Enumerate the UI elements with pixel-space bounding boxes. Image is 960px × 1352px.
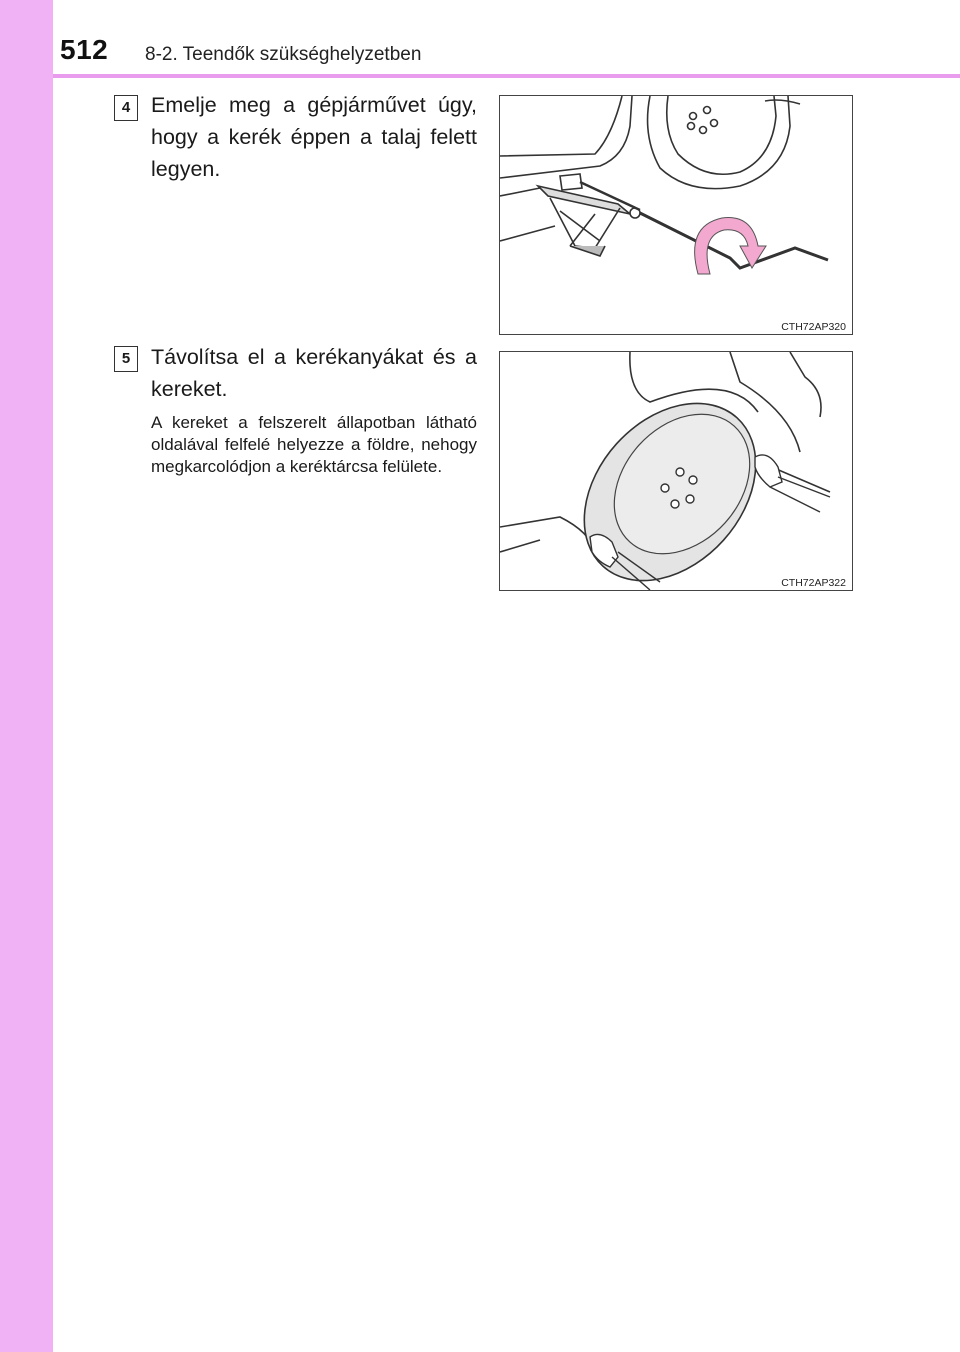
wheel-illustration bbox=[500, 352, 852, 590]
page-number: 512 bbox=[60, 34, 109, 65]
step-5-note: A kereket a felszerelt állapotban látható oldalával felfelé helyezze a földre, nehogy megkarcolódjon a keréktárcsa felülete. bbox=[151, 413, 477, 476]
jack-illustration bbox=[500, 96, 852, 334]
step-4-text: Emelje meg a gépjárművet úgy, hogy a kerék éppen a talaj felett legyen. bbox=[151, 93, 477, 181]
step-number-4: 4 bbox=[114, 95, 138, 121]
figure-wheel-removal bbox=[499, 351, 853, 591]
step-5-text: Távolítsa el a kerékanyákat és a kereket. bbox=[151, 345, 477, 401]
step-number-5: 5 bbox=[114, 346, 138, 372]
chapter-side-strip bbox=[0, 0, 53, 1352]
header-rule bbox=[53, 74, 960, 78]
figure-code-320: CTH72AP320 bbox=[781, 321, 846, 333]
figure-code-322: CTH72AP322 bbox=[781, 577, 846, 589]
figure-jack-raising bbox=[499, 95, 853, 335]
section-title: 8-2. Teendők szükséghelyzetben bbox=[145, 44, 422, 65]
